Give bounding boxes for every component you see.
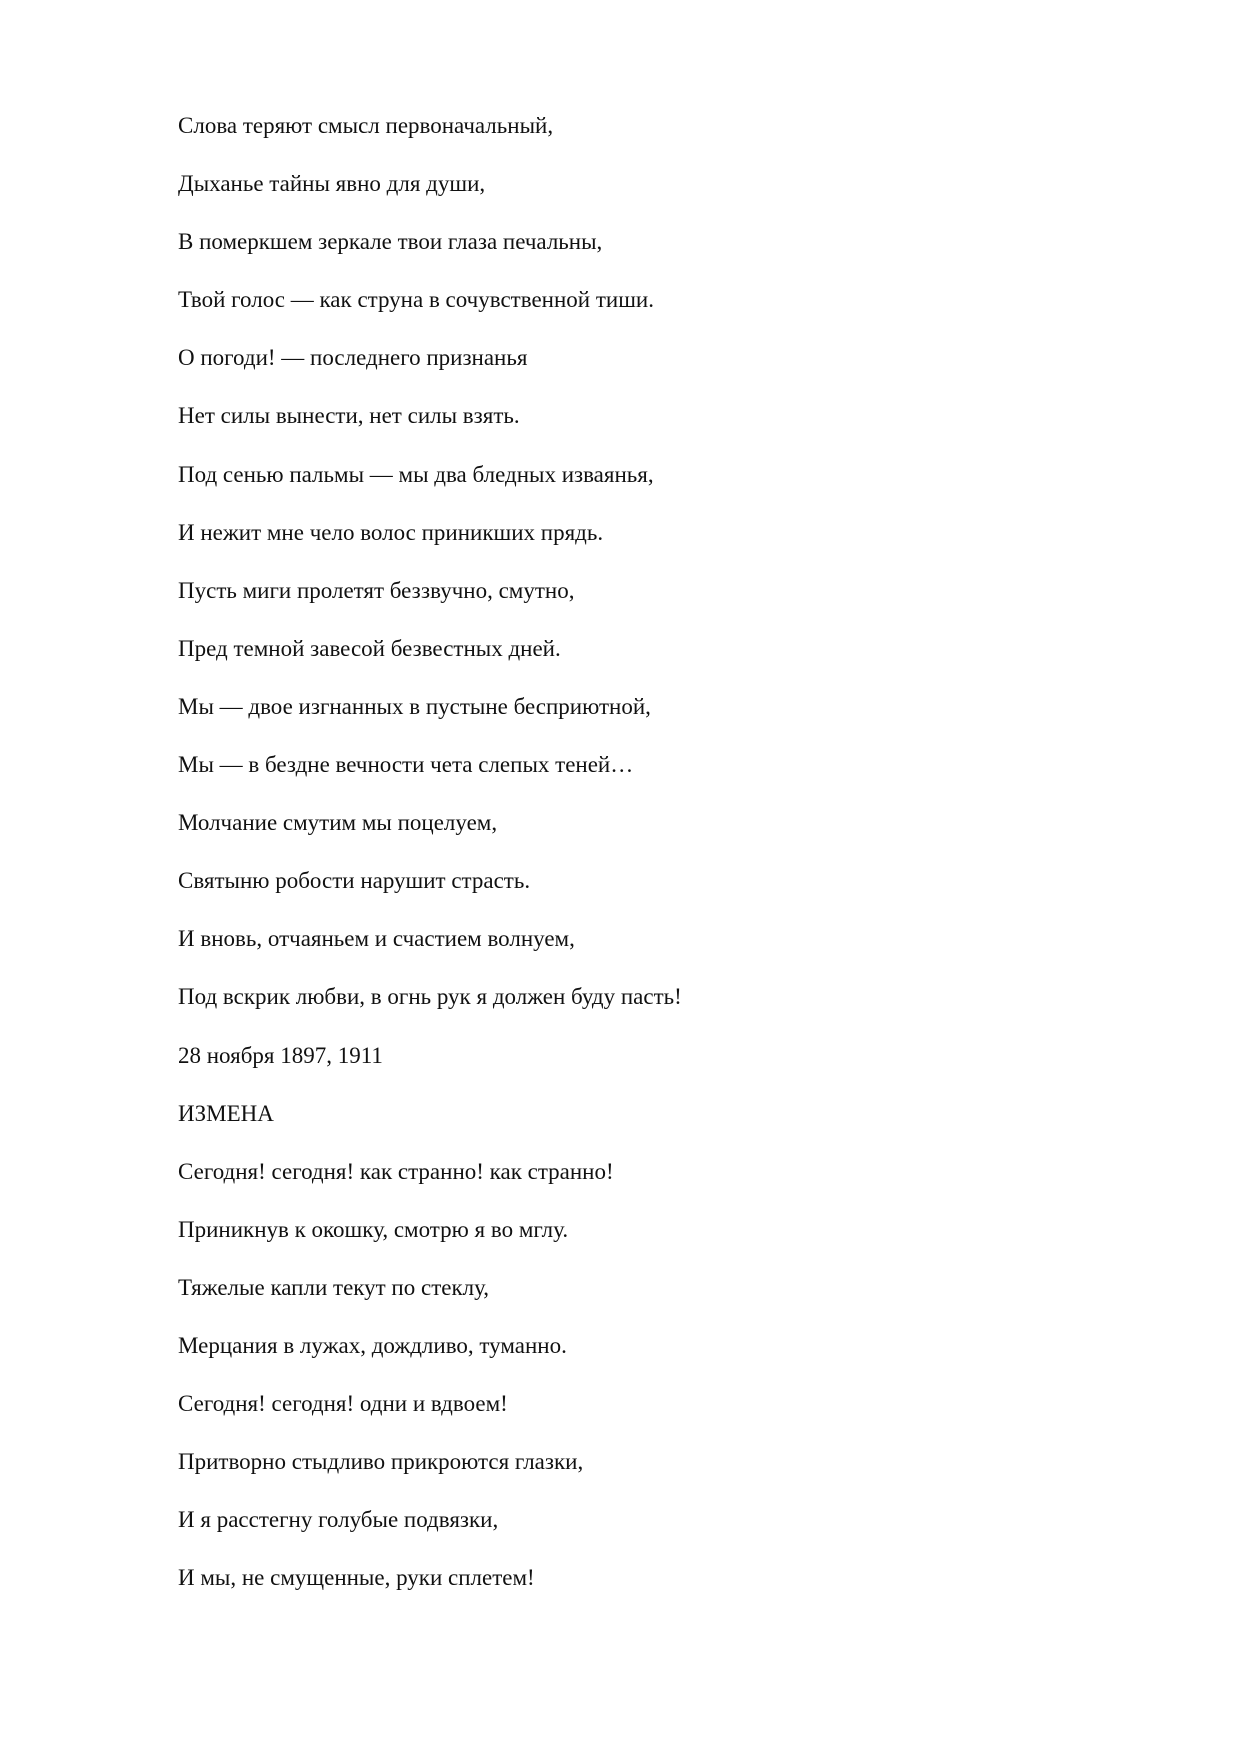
- poem-line: Мы — двое изгнанных в пустыне бесприютной,: [178, 693, 651, 719]
- poem-line: Мы — в бездне вечности чета слепых теней…: [178, 752, 634, 778]
- poem-line: Притворно стыдливо прикроются глазки,: [178, 1449, 584, 1475]
- poem-line: И нежит мне чело волос приникших прядь.: [178, 519, 604, 545]
- poem-line: Мерцания в лужах, дождливо, туманно.: [178, 1332, 567, 1358]
- poem-line: Тяжелые капли текут по стеклу,: [178, 1274, 490, 1300]
- poem-line: Твой голос — как струна в сочувственной тиши.: [178, 287, 654, 313]
- poem-line: Нет силы вынести, нет силы взять.: [178, 403, 520, 429]
- poem-line: И вновь, отчаяньем и счастием волнуем,: [178, 926, 575, 952]
- poem-line: О погоди! — последнего признанья: [178, 345, 528, 371]
- poem-date: 28 ноября 1897, 1911: [178, 1042, 383, 1068]
- poem-line: Дыханье тайны явно для души,: [178, 171, 486, 197]
- poem-line: Святыню робости нарушит страсть.: [178, 868, 531, 894]
- poem-line: Под сенью пальмы — мы два бледных изваянья,: [178, 461, 654, 487]
- poem-line: Пусть миги пролетят беззвучно, смутно,: [178, 577, 575, 603]
- poem-line: И я расстегну голубые подвязки,: [178, 1507, 499, 1533]
- poem-title: ИЗМЕНА: [178, 1100, 274, 1126]
- poem-line: И мы, не смущенные, руки сплетем!: [178, 1565, 535, 1591]
- poem-line: Сегодня! сегодня! как странно! как странно!: [178, 1158, 614, 1184]
- poem-line: Сегодня! сегодня! одни и вдвоем!: [178, 1391, 508, 1417]
- poem-line: Приникнув к окошку, смотрю я во мглу.: [178, 1216, 569, 1242]
- poem-text: [178, 112, 1158, 1622]
- poem-line: Слова теряют смысл первоначальный,: [178, 113, 554, 138]
- poem-line: В померкшем зеркале твои глаза печальны,: [178, 229, 603, 255]
- poem-line: Пред темной завесой безвестных дней.: [178, 635, 561, 661]
- poem-line: Под вскрик любви, в огнь рук я должен буду пасть!: [178, 984, 682, 1010]
- poem-line: Молчание смутим мы поцелуем,: [178, 810, 498, 836]
